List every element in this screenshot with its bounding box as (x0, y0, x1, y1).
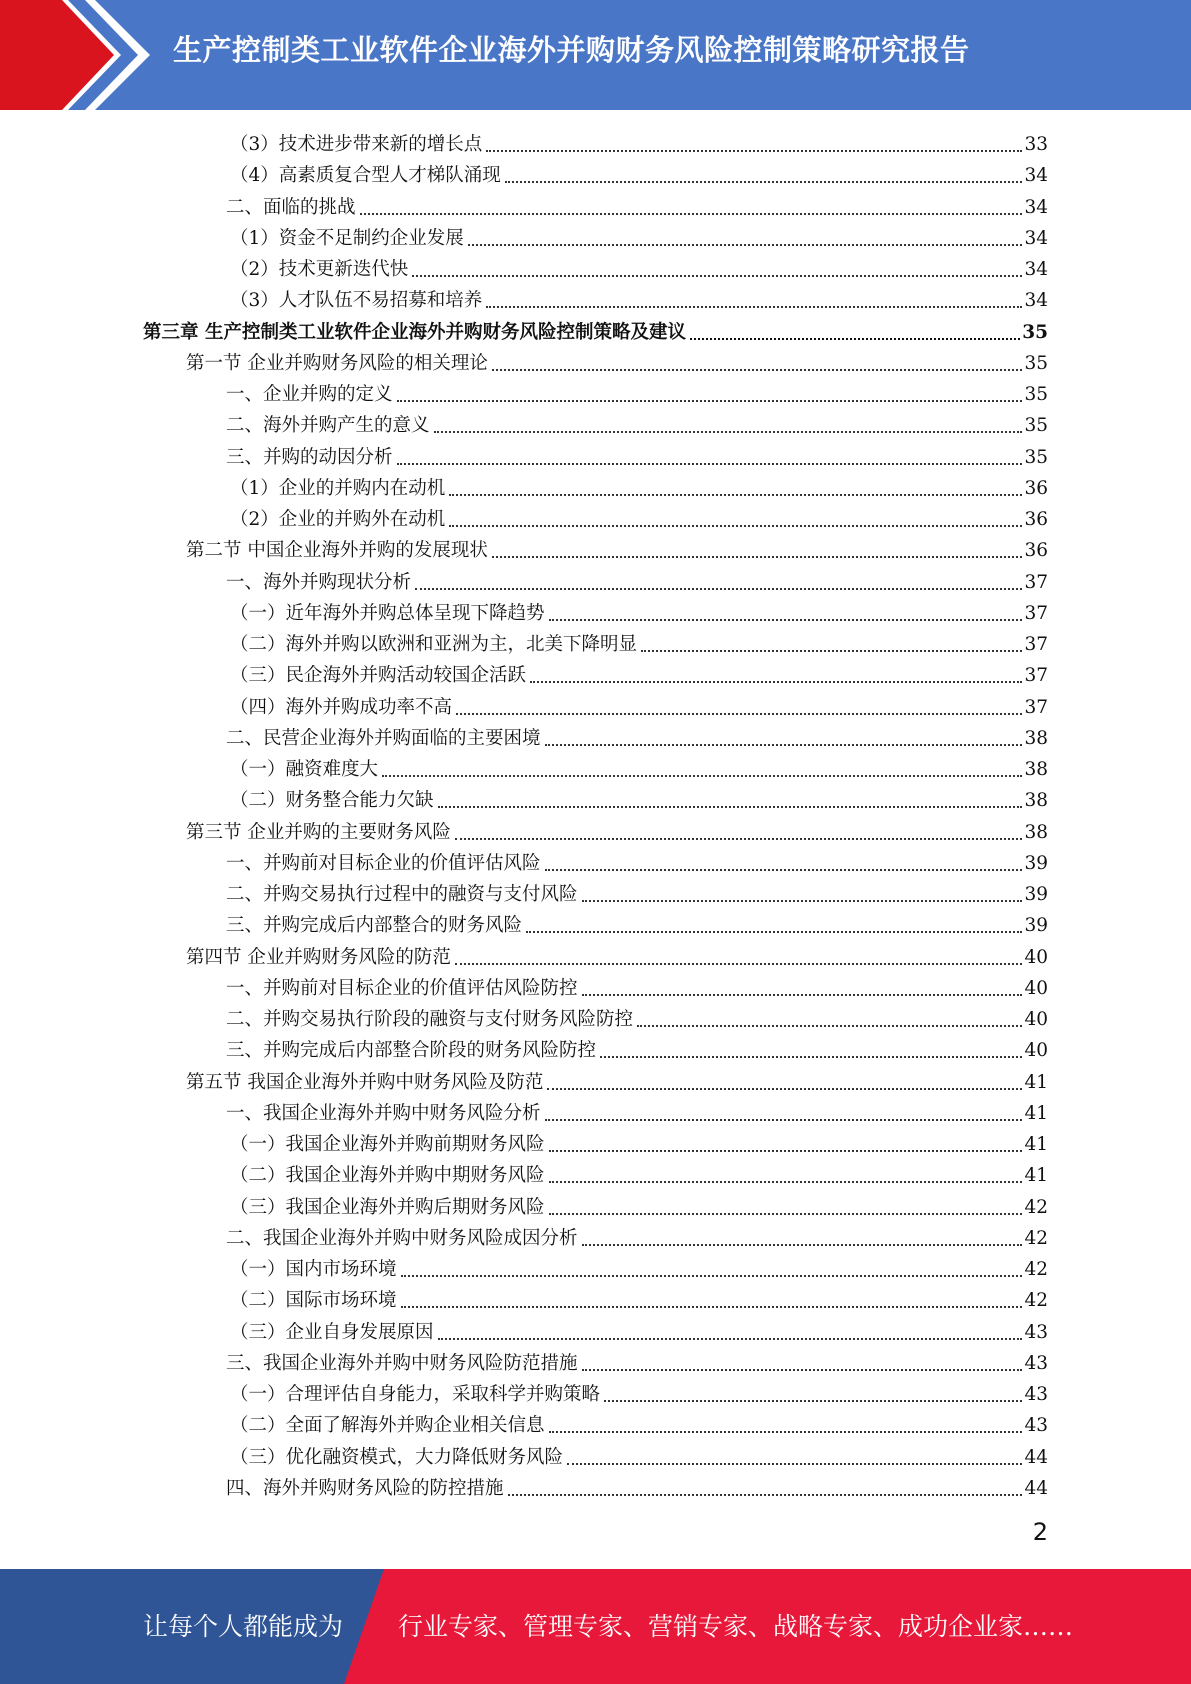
toc-dot-leader (549, 1430, 1023, 1433)
toc-entry-label: 一、企业并购的定义 (226, 384, 393, 405)
toc-dot-leader (549, 618, 1023, 621)
toc-entry[interactable] (230, 1252, 1048, 1283)
toc-entry-page: 39 (1024, 915, 1048, 937)
toc-dot-leader (455, 837, 1023, 840)
toc-entry[interactable] (143, 315, 1048, 346)
toc-entry-page: 35 (1024, 415, 1048, 437)
footer-slogan-right: 行业专家、管理专家、营销专家、战略专家、成功企业家…… (398, 1612, 1074, 1641)
toc-entry[interactable] (230, 752, 1048, 783)
toc-entry-label: 二、并购交易执行阶段的融资与支付财务风险防控 (226, 1009, 634, 1030)
toc-entry[interactable] (226, 408, 1048, 439)
toc-entry-label: （二）海外并购以欧洲和亚洲为主，北美下降明显 (230, 634, 638, 655)
toc-entry-page: 40 (1024, 977, 1048, 999)
toc-entry[interactable] (226, 1096, 1048, 1127)
toc-dot-leader (545, 1118, 1023, 1121)
toc-dot-leader (415, 587, 1022, 590)
toc-entry-page: 39 (1024, 884, 1048, 905)
footer-slogan-left: 让每个人都能成为 (143, 1612, 344, 1641)
toc-entry-page: 34 (1024, 259, 1048, 280)
toc-entry-page: 34 (1024, 165, 1048, 187)
toc-entry-page: 41 (1024, 1134, 1048, 1155)
toc-entry-label: 二、并购交易执行过程中的融资与支付风险 (226, 884, 578, 905)
toc-entry-page: 36 (1024, 509, 1048, 530)
toc-dot-leader (486, 305, 1022, 308)
toc-dot-leader (582, 993, 1023, 996)
toc-entry-label: （一）我国企业海外并购前期财务风险 (230, 1134, 545, 1155)
toc-entry[interactable] (230, 627, 1048, 658)
toc-entry-page: 37 (1024, 571, 1048, 593)
toc-entry-page: 34 (1024, 196, 1048, 218)
toc-entry-label: 第五节 我国企业海外并购中财务风险及防范 (186, 1071, 544, 1093)
toc-entry[interactable] (226, 1002, 1048, 1033)
toc-entry-label: 二、海外并购产生的意义 (226, 415, 430, 437)
toc-entry-label: 三、并购的动因分析 (226, 446, 393, 468)
toc-dot-leader (468, 243, 1023, 246)
toc-dot-leader (486, 149, 1022, 152)
toc-entry-label: （二）全面了解海外并购企业相关信息 (230, 1415, 545, 1437)
toc-entry[interactable] (186, 346, 1048, 377)
toc-dot-leader (438, 805, 1023, 808)
toc-dot-leader (545, 868, 1023, 871)
toc-entry[interactable] (226, 721, 1048, 752)
footer-banner (0, 1569, 1191, 1684)
toc-entry-page: 38 (1024, 759, 1048, 780)
toc-dot-leader (549, 1149, 1023, 1152)
toc-entry[interactable] (226, 877, 1048, 908)
toc-entry[interactable] (230, 221, 1048, 252)
toc-dot-leader (549, 1212, 1023, 1215)
toc-entry-page: 39 (1024, 852, 1048, 874)
toc-entry-page: 43 (1024, 1384, 1048, 1405)
toc-entry-label: 一、我国企业海外并购中财务风险分析 (226, 1102, 541, 1124)
toc-dot-leader (530, 680, 1022, 683)
toc-dot-leader (412, 274, 1022, 277)
toc-entry[interactable] (230, 471, 1048, 502)
toc-entry-label: （3）技术进步带来新的增长点 (230, 134, 483, 155)
toc-entry-page: 36 (1024, 477, 1048, 499)
toc-entry-label: 第三章 生产控制类工业软件企业海外并购财务风险控制策略及建议 (143, 321, 686, 343)
toc-entry-page: 42 (1024, 1227, 1048, 1249)
toc-entry[interactable] (226, 971, 1048, 1002)
toc-entry[interactable] (230, 158, 1048, 189)
toc-entry-page: 37 (1024, 602, 1048, 624)
toc-entry[interactable] (230, 1190, 1048, 1221)
toc-entry[interactable] (230, 690, 1048, 721)
toc-entry-label: （3）人才队伍不易招募和培养 (230, 290, 483, 312)
toc-dot-leader (582, 1243, 1023, 1246)
toc-dot-leader (434, 430, 1023, 433)
toc-dot-leader (438, 1337, 1023, 1340)
toc-entry-page: 35 (1024, 352, 1048, 374)
page-number: 2 (1032, 1518, 1048, 1546)
toc-entry-page: 40 (1024, 1040, 1048, 1062)
toc-entry[interactable] (186, 533, 1048, 564)
toc-entry-page: 44 (1024, 1446, 1048, 1468)
toc-entry-label: （二）财务整合能力欠缺 (230, 790, 434, 812)
arrow-chevron-icon (0, 0, 160, 110)
toc-entry-label: （2）技术更新迭代快 (230, 259, 409, 280)
toc-entry-label: （三）民企海外并购活动较国企活跃 (230, 665, 527, 687)
toc-entry-page: 40 (1024, 1009, 1048, 1030)
toc-entry[interactable] (230, 1158, 1048, 1189)
toc-entry-page: 37 (1024, 634, 1048, 655)
toc-entry[interactable] (230, 658, 1048, 689)
toc-entry-label: 三、我国企业海外并购中财务风险防范措施 (226, 1352, 578, 1374)
toc-entry[interactable] (230, 127, 1048, 158)
toc-entry[interactable] (230, 283, 1048, 314)
toc-entry-page: 42 (1024, 1290, 1048, 1312)
toc-entry-label: （1）企业的并购内在动机 (230, 477, 446, 499)
toc-entry[interactable] (226, 908, 1048, 939)
toc-entry[interactable] (230, 783, 1048, 814)
toc-entry[interactable] (230, 1283, 1048, 1314)
toc-dot-leader (567, 1462, 1022, 1465)
toc-entry-label: （三）优化融资模式，大力降低财务风险 (230, 1446, 564, 1468)
toc-entry[interactable] (230, 1408, 1048, 1439)
report-title: 生产控制类工业软件企业海外并购财务风险控制策略研究报告 (173, 33, 970, 67)
toc-dot-leader (547, 1087, 1022, 1090)
toc-entry[interactable] (186, 815, 1048, 846)
toc-entry[interactable] (226, 1033, 1048, 1064)
toc-entry-page: 41 (1024, 1071, 1048, 1093)
toc-dot-leader (582, 899, 1023, 902)
toc-dot-leader (641, 649, 1022, 652)
toc-entry-label: （一）合理评估自身能力，采取科学并购策略 (230, 1384, 601, 1405)
toc-entry-page: 42 (1024, 1259, 1048, 1280)
toc-entry-page: 34 (1024, 290, 1048, 312)
toc-entry-page: 35 (1024, 384, 1048, 405)
toc-dot-leader (401, 1305, 1023, 1308)
toc-dot-leader (545, 743, 1023, 746)
toc-entry-label: （一）融资难度大 (230, 759, 379, 780)
toc-dot-leader (604, 1399, 1022, 1402)
toc-entry-label: 第二节 中国企业海外并购的发展现状 (186, 540, 488, 562)
toc-dot-leader (360, 212, 1023, 215)
toc-entry-label: （1）资金不足制约企业发展 (230, 227, 464, 249)
toc-entry-page: 38 (1024, 727, 1048, 749)
toc-entry-page: 33 (1024, 134, 1048, 155)
toc-entry[interactable] (230, 252, 1048, 283)
toc-entry-label: 第一节 企业并购财务风险的相关理论 (186, 352, 488, 374)
toc-entry[interactable] (230, 1315, 1048, 1346)
toc-dot-leader (582, 1368, 1023, 1371)
toc-entry[interactable] (230, 502, 1048, 533)
toc-entry-page: 38 (1024, 821, 1048, 843)
toc-entry-label: （4）高素质复合型人才梯队涌现 (230, 165, 501, 187)
toc-entry-page: 37 (1024, 665, 1048, 687)
toc-entry[interactable] (230, 596, 1048, 627)
toc-entry[interactable] (226, 565, 1048, 596)
toc-entry[interactable] (226, 1221, 1048, 1252)
toc-entry-label: （二）国际市场环境 (230, 1290, 397, 1312)
toc-entry-page: 38 (1024, 790, 1048, 812)
toc-entry[interactable] (230, 1440, 1048, 1471)
toc-dot-leader (690, 337, 1020, 340)
toc-entry[interactable] (226, 846, 1048, 877)
toc-dot-leader (549, 1180, 1023, 1183)
toc-entry-label: 二、民营企业海外并购面临的主要困境 (226, 727, 541, 749)
toc-entry-page: 43 (1024, 1415, 1048, 1437)
toc-dot-leader (508, 1493, 1023, 1496)
toc-entry-page: 35 (1022, 321, 1048, 343)
toc-dot-leader (492, 555, 1023, 558)
toc-dot-leader (505, 180, 1023, 183)
toc-entry[interactable] (186, 940, 1048, 971)
toc-entry[interactable] (226, 440, 1048, 471)
toc-dot-leader (455, 962, 1023, 965)
toc-dot-leader (397, 462, 1023, 465)
toc-entry-label: 一、并购前对目标企业的价值评估风险防控 (226, 977, 578, 999)
toc-entry-page: 35 (1024, 446, 1048, 468)
toc-entry-page: 37 (1024, 696, 1048, 718)
toc-dot-leader (382, 774, 1022, 777)
toc-entry-label: （2）企业的并购外在动机 (230, 509, 446, 530)
toc-dot-leader (401, 1274, 1023, 1277)
toc-entry-label: 四、海外并购财务风险的防控措施 (226, 1477, 504, 1499)
toc-dot-leader (526, 930, 1022, 933)
toc-entry-label: 第三节 企业并购的主要财务风险 (186, 821, 451, 843)
toc-entry-page: 41 (1024, 1102, 1048, 1124)
toc-entry[interactable] (230, 1127, 1048, 1158)
toc-dot-leader (397, 399, 1023, 402)
toc-entry-label: 第四节 企业并购财务风险的防范 (186, 946, 451, 968)
toc-entry-page: 43 (1024, 1321, 1048, 1343)
toc-entry-label: （一）国内市场环境 (230, 1259, 397, 1280)
toc-entry[interactable] (226, 377, 1048, 408)
toc-entry-label: 二、面临的挑战 (226, 196, 356, 218)
toc-entry-page: 40 (1024, 946, 1048, 968)
toc-entry-page: 42 (1024, 1196, 1048, 1218)
toc-entry-page: 44 (1024, 1477, 1048, 1499)
toc-entry-page: 43 (1024, 1352, 1048, 1374)
toc-entry-label: 一、并购前对目标企业的价值评估风险 (226, 852, 541, 874)
header-banner (0, 0, 1191, 110)
toc-entry-label: （一）近年海外并购总体呈现下降趋势 (230, 602, 545, 624)
toc-entry[interactable] (186, 1065, 1048, 1096)
toc-entry-page: 41 (1024, 1165, 1048, 1187)
toc-entry-label: （二）我国企业海外并购中期财务风险 (230, 1165, 545, 1187)
toc-entry[interactable] (230, 1377, 1048, 1408)
toc-entry-label: 一、海外并购现状分析 (226, 571, 412, 593)
toc-dot-leader (449, 493, 1022, 496)
toc-entry-label: 三、并购完成后内部整合阶段的财务风险防控 (226, 1040, 597, 1062)
toc-dot-leader (449, 524, 1022, 527)
toc-entry-label: （三）企业自身发展原因 (230, 1321, 434, 1343)
toc-dot-leader (492, 368, 1023, 371)
toc-entry-label: （三）我国企业海外并购后期财务风险 (230, 1196, 545, 1218)
toc-entry-label: 二、我国企业海外并购中财务风险成因分析 (226, 1227, 578, 1249)
toc-entry-label: （四）海外并购成功率不高 (230, 696, 453, 718)
toc-entry[interactable] (226, 1471, 1048, 1502)
toc-dot-leader (600, 1055, 1022, 1058)
toc-dot-leader (456, 712, 1022, 715)
toc-entry[interactable] (226, 1346, 1048, 1377)
toc-dot-leader (637, 1024, 1022, 1027)
toc-entry-label: 三、并购完成后内部整合的财务风险 (226, 915, 523, 937)
toc-entry-page: 34 (1024, 227, 1048, 249)
toc-entry-page: 36 (1024, 540, 1048, 562)
toc-entry[interactable] (226, 190, 1048, 221)
